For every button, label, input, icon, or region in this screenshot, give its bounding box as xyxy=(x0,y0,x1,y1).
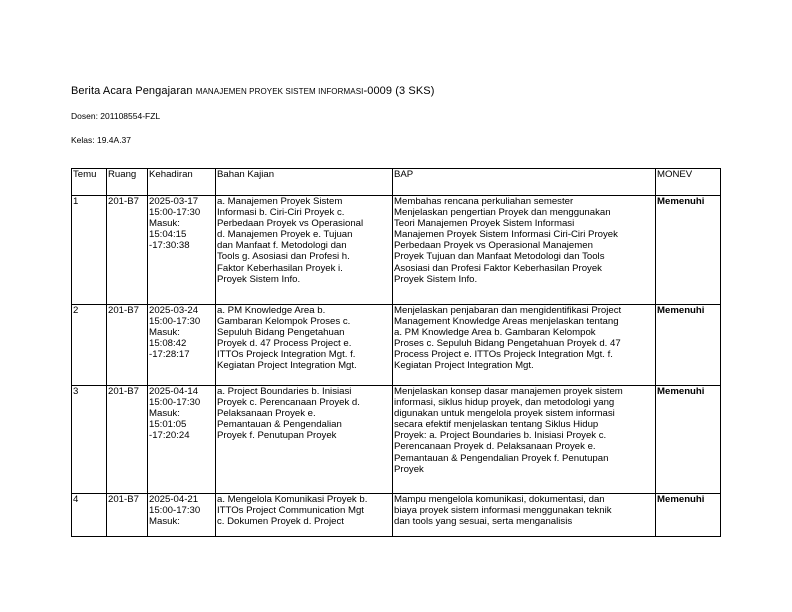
cell-bahan-kajian: a. Mengelola Komunikasi Proyek b. ITTOs Project Communication Mgt c. Dokumen Proyek d. Project xyxy=(216,494,393,537)
table-row xyxy=(72,305,721,386)
cell-kehadiran: 2025-04-14 15:00-17:30 Masuk: 15:01:05 -17:20:24 xyxy=(148,386,216,494)
header-monev: MONEV xyxy=(656,169,721,196)
cell-bap: Menjelaskan penjabaran dan mengidentifikasi Project Management Knowledge Areas menjelaskan tentang a. PM Knowledge Area b. Gambaran Kelompok Proses c. Sepuluh Bidang Pengetahuan Proyek d. 47 Process Project e. ITTOs Projeck Integration Mgt. f. Kegiatan Project Integration Mgt. xyxy=(393,305,656,386)
cell-ruang: 201-B7 xyxy=(107,196,148,305)
attendance-table xyxy=(71,168,721,537)
header-kehadiran: Kehadiran xyxy=(148,169,216,196)
title-suffix: -0009 (3 SKS) xyxy=(363,85,435,97)
table-header-row xyxy=(72,169,721,196)
cell-ruang: 201-B7 xyxy=(107,494,148,537)
cell-kehadiran: 2025-04-21 15:00-17:30 Masuk: xyxy=(148,494,216,537)
cell-ruang: 201-B7 xyxy=(107,386,148,494)
cell-kehadiran: 2025-03-17 15:00-17:30 Masuk: 15:04:15 -17:30:38 xyxy=(148,196,216,305)
title-prefix: Berita Acara Pengajaran xyxy=(71,85,193,97)
cell-monev: Memenuhi xyxy=(656,494,721,537)
table-row xyxy=(72,386,721,494)
header-ruang: Ruang xyxy=(107,169,148,196)
cell-bahan-kajian: a. Manajemen Proyek Sistem Informasi b. Ciri-Ciri Proyek c. Perbedaan Proyek vs Operasional d. Manajemen Proyek e. Tujuan dan Manfaat f. Metodologi dan Tools g. Asosiasi dan Profesi h. Faktor Keberhasilan Proyek i. Proyek Sistem Info. xyxy=(216,196,393,305)
cell-bap: Menjelaskan konsep dasar manajemen proyek sistem informasi, siklus hidup proyek, dan metodologi yang digunakan untuk mengelola proyek sistem informasi secara efektif menjelaskan tentang Siklus Hidup Proyek: a. Project Boundaries b. Inisiasi Proyek c. Perencanaan Proyek d. Pelaksanaan Proyek e. Pemantauan & Pengendalian Proyek f. Penutupan Proyek xyxy=(393,386,656,494)
table-row xyxy=(72,494,721,537)
cell-bap: Membahas rencana perkuliahan semester Menjelaskan pengertian Proyek dan menggunakan Teori Manajemen Proyek Sistem Informasi Manajemen Proyek Sistem Informasi Ciri-Ciri Proyek Perbedaan Proyek vs Operasional Manajemen Proyek Tujuan dan Manfaat Metodologi dan Tools Asosiasi dan Profesi Faktor Keberhasilan Proyek Proyek Sistem Info. xyxy=(393,196,656,305)
cell-monev: Memenuhi xyxy=(656,305,721,386)
header-bap: BAP xyxy=(393,169,656,196)
cell-ruang: 201-B7 xyxy=(107,305,148,386)
kelas-label: Kelas: 19.4A.37 xyxy=(71,135,132,145)
header-temu: Temu xyxy=(72,169,107,196)
cell-kehadiran: 2025-03-24 15:00-17:30 Masuk: 15:08:42 -17:28:17 xyxy=(148,305,216,386)
cell-bahan-kajian: a. Project Boundaries b. Inisiasi Proyek c. Perencanaan Proyek d. Pelaksanaan Proyek e. Pemantauan & Pengendalian Proyek f. Penutupan Proyek xyxy=(216,386,393,494)
cell-bahan-kajian: a. PM Knowledge Area b. Gambaran Kelompok Proses c. Sepuluh Bidang Pengetahuan Proyek d. 47 Process Project e. ITTOs Projeck Integration Mgt. f. Kegiatan Project Integration Mgt. xyxy=(216,305,393,386)
cell-monev: Memenuhi xyxy=(656,386,721,494)
cell-bap: Mampu mengelola komunikasi, dokumentasi, dan biaya proyek sistem informasi menggunakan teknik dan tools yang sesuai, serta menganalisis xyxy=(393,494,656,537)
document-title xyxy=(71,85,434,97)
cell-temu: 2 xyxy=(72,305,107,386)
header-bahan-kajian: Bahan Kajian xyxy=(216,169,393,196)
table-row xyxy=(72,196,721,305)
dosen-label: Dosen: 201108554-FZL xyxy=(71,111,161,121)
cell-temu: 3 xyxy=(72,386,107,494)
course-name: MANAJEMEN PROYEK SISTEM INFORMASI xyxy=(195,87,364,96)
cell-temu: 1 xyxy=(72,196,107,305)
cell-temu: 4 xyxy=(72,494,107,537)
cell-monev: Memenuhi xyxy=(656,196,721,305)
